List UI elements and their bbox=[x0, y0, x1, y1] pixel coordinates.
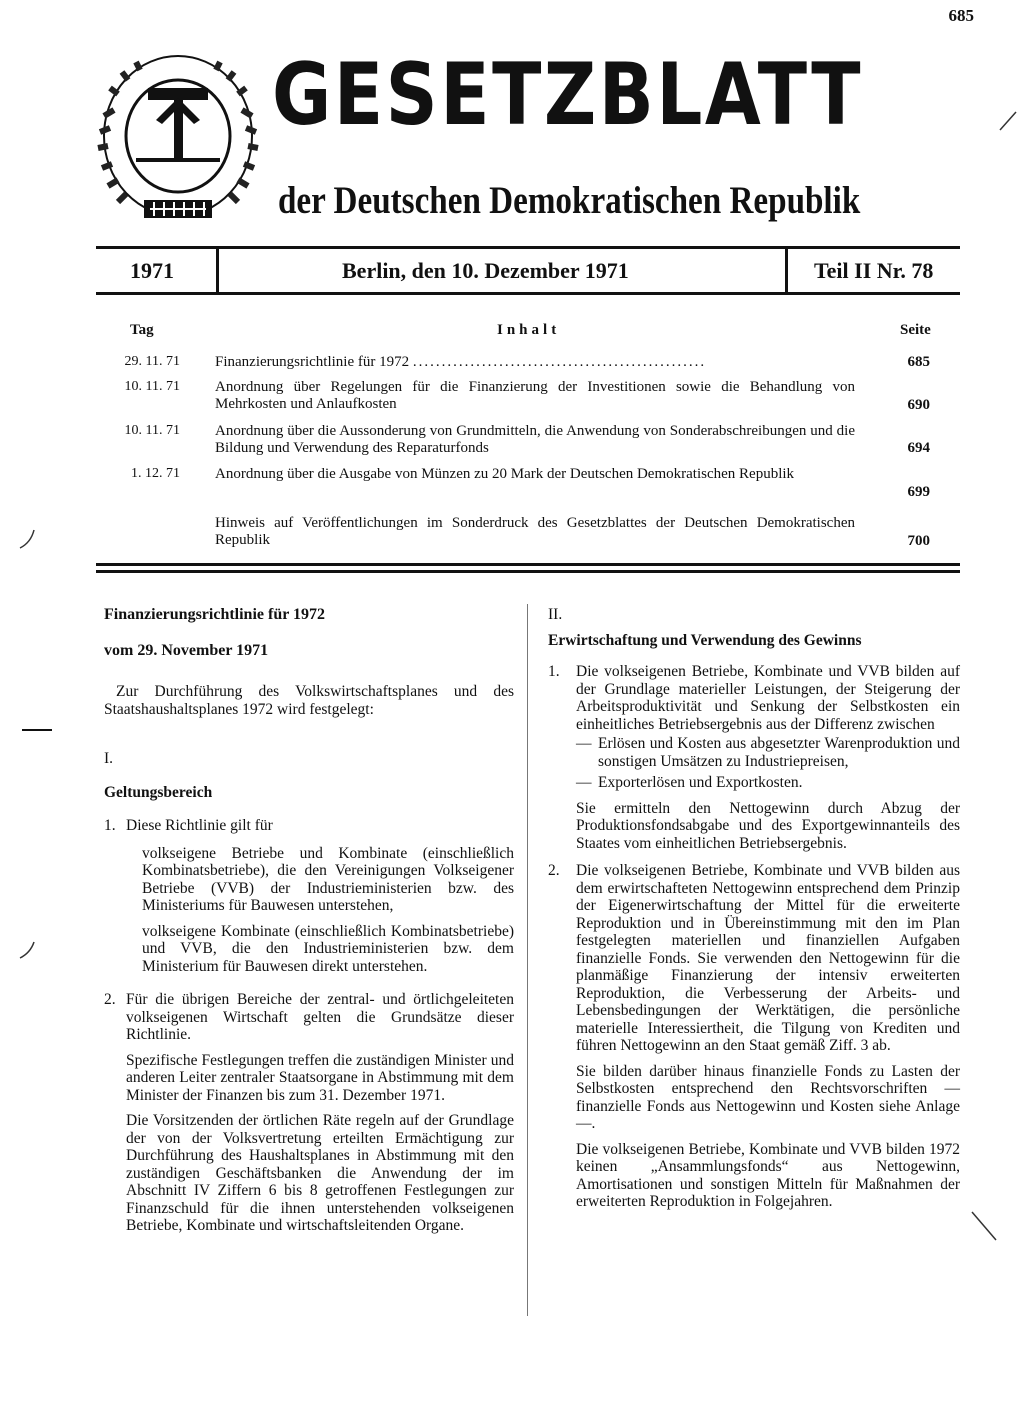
section-number: II. bbox=[548, 606, 563, 623]
toc-head-content: Inhalt bbox=[497, 322, 561, 338]
toc-entry-text: Anordnung über Regelungen für die Finanzierung der Investitionen sowie die Behandlung von Mehrkosten und Anlaufkosten bbox=[215, 379, 855, 412]
issue-divider bbox=[216, 246, 219, 295]
toc-page: 694 bbox=[907, 440, 930, 456]
paragraph: Spezifische Festlegungen treffen die zuständigen Minister und anderen Leiter zentraler Staatsorgane in Abstimmung mit dem Minister der Finanzen bis zum 31. Dezember 1971. bbox=[126, 1051, 514, 1104]
section-number: I. bbox=[104, 750, 114, 767]
toc-date: 1. 12. 71 bbox=[131, 466, 180, 481]
issue-year: 1971 bbox=[130, 258, 174, 283]
list-item bbox=[548, 862, 960, 1211]
column-divider bbox=[527, 604, 528, 1316]
list-number: 2. bbox=[548, 862, 560, 879]
section-title: Geltungsbereich bbox=[104, 783, 213, 801]
list-number: 1. bbox=[104, 817, 116, 834]
page-number: 685 bbox=[948, 6, 974, 25]
paragraph: Die volkseigenen Betriebe, Kombinate und VVB bilden auf der Grundlage materieller Leistungen, der Steigerung der Arbeitsproduktivität und Senkung der Selbstkosten ein einheitliches Betriebsergebnis aus der Differenz zwischen bbox=[576, 663, 960, 733]
left-column bbox=[104, 606, 514, 1235]
list-item bbox=[104, 991, 514, 1235]
toc-date: 29. 11. 71 bbox=[124, 354, 180, 369]
toc-date: 10. 11. 71 bbox=[124, 423, 180, 438]
toc-rule bbox=[96, 563, 960, 566]
issue-top-rule bbox=[96, 246, 960, 249]
toc-entry-text: Hinweis auf Veröffentlichungen im Sonderdruck des Gesetzblattes der Deutschen Demokratischen Republik bbox=[215, 515, 855, 548]
section-title: Erwirtschaftung und Verwendung des Gewinns bbox=[548, 631, 862, 649]
paragraph: Sie bilden darüber hinaus finanzielle Fonds zu Lasten der Selbstkosten entsprechend den Rechtsvorschriften — finanzielle Fonds aus Nettogewinn und Kosten siehe Anlage —. bbox=[576, 1062, 960, 1132]
state-emblem-icon bbox=[96, 50, 260, 228]
list-item bbox=[548, 663, 960, 852]
paragraph: Die volkseigenen Betriebe, Kombinate und VVB bilden 1972 keinen „Ansammlungsfonds“ aus Nettogewinn, Amortisationen und sonstigen Mitteln für Maßnahmen der erweiterten Reproduktion in Folgejahren. bbox=[576, 1140, 960, 1210]
dash-item: — Erlösen und Kosten aus abgesetzter Warenproduktion und sonstigen Umsätzen zu Industriepreisen, bbox=[576, 735, 960, 770]
toc-head-day: Tag bbox=[130, 322, 154, 338]
toc-rule bbox=[96, 570, 960, 573]
paragraph: Die Vorsitzenden der örtlichen Räte regeln auf der Grundlage der von der Volksvertretung erteilten Ermächtigung zur Durchführung des Haushaltsplanes in Abstimmung mit den zuständigen Geschäftsbanken die Anwendung der im Abschnitt IV Ziffern 6 bis 8 getroffenen Festlegungen zur Finanzschuld für die ihnen unterstehenden volkseigenen Betriebe, Kombinate und wirtschaftsleitenden Organe. bbox=[126, 1112, 514, 1234]
issue-date: Berlin, den 10. Dezember 1971 bbox=[342, 258, 629, 283]
toc-date: 10. 11. 71 bbox=[124, 379, 180, 394]
list-number: 2. bbox=[104, 991, 116, 1008]
issue-part: Teil II Nr. 78 bbox=[814, 258, 934, 283]
toc-entry-text: Anordnung über die Ausgabe von Münzen zu 20 Mark der Deutschen Demokratischen Republik bbox=[215, 466, 795, 482]
masthead-title: GESETZBLATT bbox=[272, 45, 864, 145]
issue-divider bbox=[785, 246, 788, 295]
paragraph: volkseigene Kombinate (einschließlich Kombinatsbetriebe) und VVB, die den Industrieministerien bzw. dem Ministerium für Bauwesen direkt unterstehen. bbox=[142, 922, 514, 975]
list-number: 1. bbox=[548, 663, 560, 680]
article-title: Finanzierungsrichtlinie für 1972 bbox=[104, 606, 326, 623]
masthead-subtitle: der Deutschen Demokratischen Republik bbox=[278, 179, 861, 222]
paragraph: Die volkseigenen Betriebe, Kombinate und VVB bilden aus dem erwirtschafteten Nettogewinn entsprechend dem Prinzip der Eigenerwirtschaftung der Mittel für die erweiterte Reproduktion und in Übereinstimmung mit den im Plan festgelegten materiellen und finanziellen Aufgaben finanzielle Fonds. Sie verwenden den Nettogewinn für die planmäßige Finanzierung der intensiv erweiterten Reproduktion, die Verbesserung der Arbeits- und Lebensbedingungen der Werktätigen, die persönliche materielle Interessiertheit, die Tilgung von Krediten und führen Nettogewinn an den Staat gemäß Ziff. 3 ab. bbox=[576, 862, 960, 1054]
article-date: vom 29. November 1971 bbox=[104, 641, 269, 659]
toc-entry-text: Finanzierungsrichtlinie für 1972 ................................................... bbox=[215, 354, 707, 370]
toc-page: 699 bbox=[907, 484, 930, 500]
list-item bbox=[104, 817, 514, 835]
toc-head-page: Seite bbox=[900, 322, 931, 338]
paragraph: Für die übrigen Bereiche der zentral- und örtlichgeleiteten volkseigenen Wirtschaft gelten die Grundsätze dieser Richtlinie. bbox=[126, 991, 514, 1043]
paragraph: Sie ermitteln den Nettogewinn durch Abzug der Produktionsfondsabgabe und des Exportgewinnanteils des Staates vom einheitlichen Betriebsergebnis. bbox=[576, 799, 960, 852]
toc-page: 700 bbox=[907, 533, 930, 549]
paragraph: Diese Richtlinie gilt für bbox=[126, 817, 273, 834]
issue-bottom-rule bbox=[96, 292, 960, 295]
toc-entry-text: Anordnung über die Aussonderung von Grundmitteln, die Anwendung von Sonderabschreibungen und die Bildung und Verwendung des Reparaturfonds bbox=[215, 423, 855, 456]
sub-list bbox=[104, 845, 514, 976]
intro-text: Zur Durchführung des Volkswirtschaftsplanes und des Staatshaushaltsplanes 1972 wird festgelegt: bbox=[104, 683, 514, 718]
dash-item: — Exporterlösen und Exportkosten. bbox=[576, 774, 960, 792]
toc-page: 685 bbox=[907, 354, 930, 370]
right-column bbox=[548, 606, 960, 1211]
paragraph: volkseigene Betriebe und Kombinate (einschließlich Kombinatsbetriebe), die den Vereinigungen Volkseigener Betriebe (VVB) der Industrieministerien bzw. des Ministeriums für Bauwesen unterstehen, bbox=[142, 844, 514, 914]
toc-page: 690 bbox=[907, 397, 930, 413]
